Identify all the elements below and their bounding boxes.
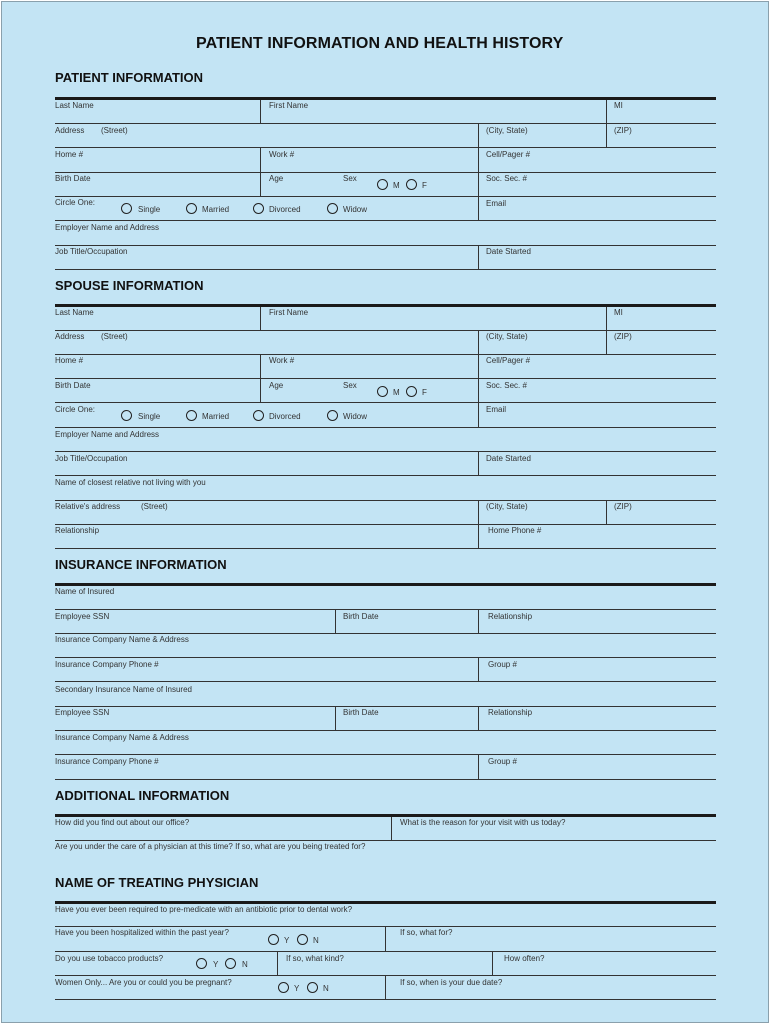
patient-work-label: Work # xyxy=(269,150,295,159)
relative-street-label: (Street) xyxy=(141,502,168,511)
spouse-address-label: Address xyxy=(55,332,85,341)
hospitalized-no-radio[interactable] xyxy=(297,934,308,945)
insurance-section-heading: INSURANCE INFORMATION xyxy=(55,557,227,572)
row-line xyxy=(55,500,716,501)
spouse-sex-female-radio[interactable] xyxy=(406,386,417,397)
insured-birth-date-label: Birth Date xyxy=(343,612,379,621)
insurance-company-label: Insurance Company Name & Address xyxy=(55,635,189,644)
row-line xyxy=(55,657,716,658)
patient-divorced-label: Divorced xyxy=(269,205,301,214)
secondary-relationship-label: Relationship xyxy=(488,708,533,717)
physician-care-label: Are you under the care of a physician at this time? If so, what are you being treated for? xyxy=(55,842,366,851)
group-label: Group # xyxy=(488,660,517,669)
additional-section-heading: ADDITIONAL INFORMATION xyxy=(55,788,230,803)
spouse-job-title-label: Job Title/Occupation xyxy=(55,454,128,463)
secondary-group-label: Group # xyxy=(488,757,517,766)
divider xyxy=(606,501,607,525)
patient-widow-label: Widow xyxy=(343,205,368,214)
patient-single-radio[interactable] xyxy=(121,203,132,214)
spouse-single-radio[interactable] xyxy=(121,410,132,421)
divider xyxy=(606,100,607,124)
divider xyxy=(478,355,479,379)
physician-top-rule xyxy=(55,901,716,904)
spouse-soc-sec-label: Soc. Sec. # xyxy=(486,381,527,390)
patient-city-state-label: (City, State) xyxy=(486,126,528,135)
secondary-employee-ssn-label: Employee SSN xyxy=(55,708,110,717)
spouse-last-name-label: Last Name xyxy=(55,308,94,317)
spouse-work-label: Work # xyxy=(269,356,295,365)
spouse-home-label: Home # xyxy=(55,356,84,365)
row-line xyxy=(55,524,716,525)
find-out-label: How did you find out about our office? xyxy=(55,818,190,827)
patient-date-started-label: Date Started xyxy=(486,247,531,256)
spouse-age-label: Age xyxy=(269,381,284,390)
patient-first-name-label: First Name xyxy=(269,101,309,110)
spouse-sex-label: Sex xyxy=(343,381,357,390)
row-line xyxy=(55,754,716,755)
row-line xyxy=(55,354,716,355)
pregnant-yes-radio[interactable] xyxy=(278,982,289,993)
row-line xyxy=(55,378,716,379)
pregnant-no-radio[interactable] xyxy=(307,982,318,993)
patient-single-label: Single xyxy=(138,205,161,214)
patient-birth-date-label: Birth Date xyxy=(55,174,91,183)
spouse-circle-one-label: Circle One: xyxy=(55,405,96,414)
spouse-first-name-label: First Name xyxy=(269,308,309,317)
spouse-married-label: Married xyxy=(202,412,230,421)
row-line xyxy=(55,633,716,634)
divider xyxy=(260,100,261,124)
how-often-label: How often? xyxy=(504,954,545,963)
patient-address-label: Address xyxy=(55,126,85,135)
patient-married-radio[interactable] xyxy=(186,203,197,214)
divider xyxy=(478,379,479,403)
spouse-section-heading: SPOUSE INFORMATION xyxy=(55,278,204,293)
spouse-sex-male-label: M xyxy=(393,388,400,397)
spouse-widow-radio[interactable] xyxy=(327,410,338,421)
spouse-married-radio[interactable] xyxy=(186,410,197,421)
row-line xyxy=(55,681,716,682)
spouse-cell-label: Cell/Pager # xyxy=(486,356,531,365)
row-line xyxy=(55,451,716,452)
patient-sex-male-label: M xyxy=(393,181,400,190)
additional-top-rule xyxy=(55,814,716,817)
patient-home-label: Home # xyxy=(55,150,84,159)
patient-widow-radio[interactable] xyxy=(327,203,338,214)
tobacco-kind-label: If so, what kind? xyxy=(286,954,344,963)
divider xyxy=(478,525,479,549)
divider xyxy=(478,610,479,634)
divider xyxy=(478,148,479,172)
divider xyxy=(606,331,607,355)
divider xyxy=(260,355,261,379)
secondary-insured-label: Secondary Insurance Name of Insured xyxy=(55,685,192,694)
hospitalized-what-label: If so, what for? xyxy=(400,928,453,937)
hospitalized-no-label: N xyxy=(313,936,319,945)
tobacco-label: Do you use tobacco products? xyxy=(55,954,164,963)
row-line xyxy=(55,706,716,707)
pregnant-no-label: N xyxy=(323,984,329,993)
tobacco-no-radio[interactable] xyxy=(225,958,236,969)
insurance-phone-label: Insurance Company Phone # xyxy=(55,660,159,669)
relative-address-label: Relative's address xyxy=(55,502,121,511)
relative-city-state-label: (City, State) xyxy=(486,502,528,511)
divider xyxy=(385,976,386,1000)
row-line xyxy=(55,245,716,246)
row-line xyxy=(55,609,716,610)
divider xyxy=(260,307,261,331)
spouse-single-label: Single xyxy=(138,412,161,421)
spouse-street-label: (Street) xyxy=(101,332,128,341)
divider xyxy=(260,379,261,403)
patient-sex-female-radio[interactable] xyxy=(406,179,417,190)
row-line xyxy=(55,269,716,270)
patient-soc-sec-label: Soc. Sec. # xyxy=(486,174,527,183)
patient-email-label: Email xyxy=(486,199,507,208)
patient-age-label: Age xyxy=(269,174,284,183)
divider xyxy=(478,658,479,682)
secondary-birth-date-label: Birth Date xyxy=(343,708,379,717)
divider xyxy=(478,173,479,197)
spouse-mi-label: MI xyxy=(614,308,623,317)
hospitalized-label: Have you been hospitalized within the past year? xyxy=(55,928,229,937)
patient-zip-label: (ZIP) xyxy=(614,126,632,135)
insurance-top-rule xyxy=(55,583,716,586)
patient-sex-label: Sex xyxy=(343,174,357,183)
spouse-widow-label: Widow xyxy=(343,412,368,421)
relationship-label: Relationship xyxy=(55,526,100,535)
employee-ssn-label: Employee SSN xyxy=(55,612,110,621)
divider xyxy=(335,707,336,731)
row-line xyxy=(55,330,716,331)
patient-street-label: (Street) xyxy=(101,126,128,135)
visit-reason-label: What is the reason for your visit with us today? xyxy=(400,818,566,827)
row-line xyxy=(55,147,716,148)
patient-employer-label: Employer Name and Address xyxy=(55,223,160,232)
patient-sex-female-label: F xyxy=(422,181,427,190)
patient-divorced-radio[interactable] xyxy=(253,203,264,214)
relative-home-phone-label: Home Phone # xyxy=(488,526,542,535)
insured-relationship-label: Relationship xyxy=(488,612,533,621)
name-insured-label: Name of Insured xyxy=(55,587,115,596)
spouse-city-state-label: (City, State) xyxy=(486,332,528,341)
row-line xyxy=(55,999,716,1000)
tobacco-no-label: N xyxy=(242,960,248,969)
patient-sex-male-radio[interactable] xyxy=(377,179,388,190)
patient-cell-label: Cell/Pager # xyxy=(486,150,531,159)
divider xyxy=(478,452,479,476)
premedicate-label: Have you ever been required to pre-medicate with an antibiotic prior to dental work? xyxy=(55,905,353,914)
patient-top-rule xyxy=(55,97,716,100)
spouse-divorced-label: Divorced xyxy=(269,412,301,421)
patient-section-heading: PATIENT INFORMATION xyxy=(55,70,204,85)
divider xyxy=(391,817,392,841)
tobacco-yes-label: Y xyxy=(213,960,219,969)
physician-section-heading: NAME OF TREATING PHYSICIAN xyxy=(55,875,259,890)
divider xyxy=(260,148,261,172)
pregnant-yes-label: Y xyxy=(294,984,300,993)
divider xyxy=(335,610,336,634)
spouse-top-rule xyxy=(55,304,716,307)
patient-circle-one-label: Circle One: xyxy=(55,198,96,207)
divider xyxy=(478,246,479,270)
row-line xyxy=(55,427,716,428)
spouse-sex-male-radio[interactable] xyxy=(377,386,388,397)
pregnant-label: Women Only... Are you or could you be pregnant? xyxy=(55,978,232,987)
divider xyxy=(606,124,607,148)
row-line xyxy=(55,402,716,403)
row-line xyxy=(55,730,716,731)
divider xyxy=(478,124,479,148)
relative-zip-label: (ZIP) xyxy=(614,502,632,511)
row-line xyxy=(55,123,716,124)
divider xyxy=(277,952,278,976)
divider xyxy=(478,501,479,525)
row-line xyxy=(55,220,716,221)
row-line xyxy=(55,951,716,952)
spouse-email-label: Email xyxy=(486,405,507,414)
patient-form-page xyxy=(1,1,769,1023)
hospitalized-yes-label: Y xyxy=(284,936,290,945)
patient-mi-label: MI xyxy=(614,101,623,110)
form-title: PATIENT INFORMATION AND HEALTH HISTORY xyxy=(196,35,564,52)
patient-job-title-label: Job Title/Occupation xyxy=(55,247,128,256)
divider xyxy=(478,331,479,355)
row-line xyxy=(55,779,716,780)
divider xyxy=(478,707,479,731)
divider xyxy=(606,307,607,331)
spouse-birth-date-label: Birth Date xyxy=(55,381,91,390)
closest-relative-label: Name of closest relative not living with you xyxy=(55,478,206,487)
patient-married-label: Married xyxy=(202,205,230,214)
divider xyxy=(492,952,493,976)
patient-last-name-label: Last Name xyxy=(55,101,94,110)
spouse-divorced-radio[interactable] xyxy=(253,410,264,421)
divider xyxy=(260,173,261,197)
divider xyxy=(385,927,386,951)
spouse-employer-label: Employer Name and Address xyxy=(55,430,160,439)
tobacco-yes-radio[interactable] xyxy=(196,958,207,969)
hospitalized-yes-radio[interactable] xyxy=(268,934,279,945)
secondary-company-label: Insurance Company Name & Address xyxy=(55,733,189,742)
row-line xyxy=(55,475,716,476)
row-line xyxy=(55,548,716,549)
row-line xyxy=(55,172,716,173)
spouse-date-started-label: Date Started xyxy=(486,454,531,463)
due-date-label: If so, when is your due date? xyxy=(400,978,503,987)
row-line xyxy=(55,840,716,841)
divider xyxy=(478,403,479,427)
divider xyxy=(478,197,479,221)
divider xyxy=(478,755,479,779)
row-line xyxy=(55,196,716,197)
spouse-zip-label: (ZIP) xyxy=(614,332,632,341)
secondary-phone-label: Insurance Company Phone # xyxy=(55,757,159,766)
spouse-sex-female-label: F xyxy=(422,388,427,397)
